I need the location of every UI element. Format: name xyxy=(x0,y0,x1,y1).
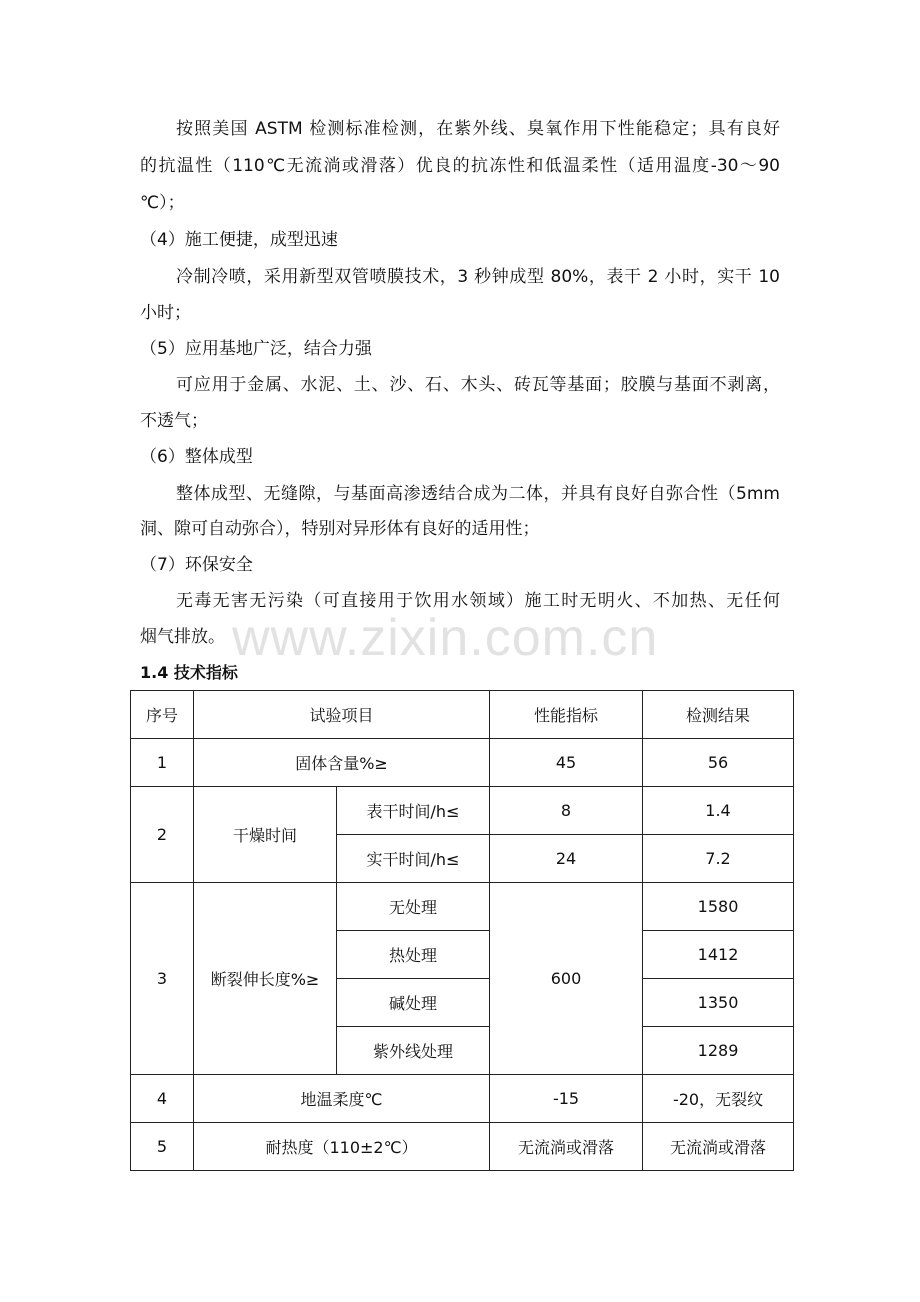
header-cell: 检测结果 xyxy=(643,691,794,739)
paragraph-line: 不透气； xyxy=(140,411,208,431)
paragraph-line: ℃）； xyxy=(140,193,185,213)
table-cell: 碱处理 xyxy=(337,979,490,1027)
table-cell: 600 xyxy=(490,883,643,1075)
paragraph-line: 按照美国 ASTM 检测标准检测，在紫外线、臭氧作用下性能稳定；具有良好 xyxy=(176,119,780,139)
table-cell: 无流淌或滑落 xyxy=(490,1123,643,1171)
paragraph-line: 整体成型、无缝隙，与基面高渗透结合成为二体，并具有良好自弥合性（5mm xyxy=(176,484,780,504)
table-header-row xyxy=(131,691,794,739)
table-row xyxy=(131,739,794,787)
table-cell: 5 xyxy=(131,1123,194,1171)
table-cell: 紫外线处理 xyxy=(337,1027,490,1075)
subheading-6: （6）整体成型 xyxy=(140,447,253,467)
table-cell: -15 xyxy=(490,1075,643,1123)
table-cell: 24 xyxy=(490,835,643,883)
table-cell: 3 xyxy=(131,883,194,1075)
subheading-4: （4）施工便捷，成型迅速 xyxy=(140,230,338,250)
header-cell: 性能指标 xyxy=(490,691,643,739)
subheading-5: （5）应用基地广泛，结合力强 xyxy=(140,339,372,359)
table-cell: 热处理 xyxy=(337,931,490,979)
table-cell: -20，无裂纹 xyxy=(643,1075,794,1123)
table-row xyxy=(131,1075,794,1123)
table-cell: 1.4 xyxy=(643,787,794,835)
table-cell: 断裂伸长度%≥ xyxy=(194,883,337,1075)
table-cell: 56 xyxy=(643,739,794,787)
paragraph-line: 可应用于金属、水泥、土、沙、石、木头、砖瓦等基面；胶膜与基面不剥离， xyxy=(176,375,780,395)
table-cell: 8 xyxy=(490,787,643,835)
table-cell: 干燥时间 xyxy=(194,787,337,883)
header-cell: 序号 xyxy=(131,691,194,739)
table-cell: 无处理 xyxy=(337,883,490,931)
spec-table xyxy=(130,690,794,1171)
table-cell: 7.2 xyxy=(643,835,794,883)
table-cell: 4 xyxy=(131,1075,194,1123)
paragraph-line: 小时； xyxy=(140,303,191,323)
table-cell: 实干时间/h≤ xyxy=(337,835,490,883)
table-cell: 1350 xyxy=(643,979,794,1027)
paragraph-line: 洞、隙可自动弥合），特别对异形体有良好的适用性； xyxy=(140,519,540,539)
table-cell: 2 xyxy=(131,787,194,883)
table-cell: 固体含量%≥ xyxy=(194,739,490,787)
table-cell: 表干时间/h≤ xyxy=(337,787,490,835)
paragraph-line: 无毒无害无污染（可直接用于饮用水领域）施工时无明火、不加热、无任何 xyxy=(176,591,780,611)
table-row xyxy=(131,883,794,931)
header-cell: 试验项目 xyxy=(194,691,490,739)
paragraph-line: 的抗温性（110℃无流淌或滑落）优良的抗冻性和低温柔性（适用温度-30～90 xyxy=(140,156,780,176)
subheading-7: （7）环保安全 xyxy=(140,555,253,575)
table-cell: 无流淌或滑落 xyxy=(643,1123,794,1171)
table-cell: 耐热度（110±2℃） xyxy=(194,1123,490,1171)
table-row xyxy=(131,787,794,835)
table-cell: 1580 xyxy=(643,883,794,931)
table-row xyxy=(131,1123,794,1171)
watermark: www.zixin.com.cn xyxy=(232,609,659,667)
table-cell: 1412 xyxy=(643,931,794,979)
paragraph-line: 冷制冷喷，采用新型双管喷膜技术，3 秒钟成型 80%，表干 2 小时，实干 10 xyxy=(176,267,780,287)
table-cell: 45 xyxy=(490,739,643,787)
table-cell: 地温柔度℃ xyxy=(194,1075,490,1123)
paragraph-line: 烟气排放。 xyxy=(140,627,225,647)
table-cell: 1 xyxy=(131,739,194,787)
section-title: 1.4 技术指标 xyxy=(140,663,238,682)
table-cell: 1289 xyxy=(643,1027,794,1075)
